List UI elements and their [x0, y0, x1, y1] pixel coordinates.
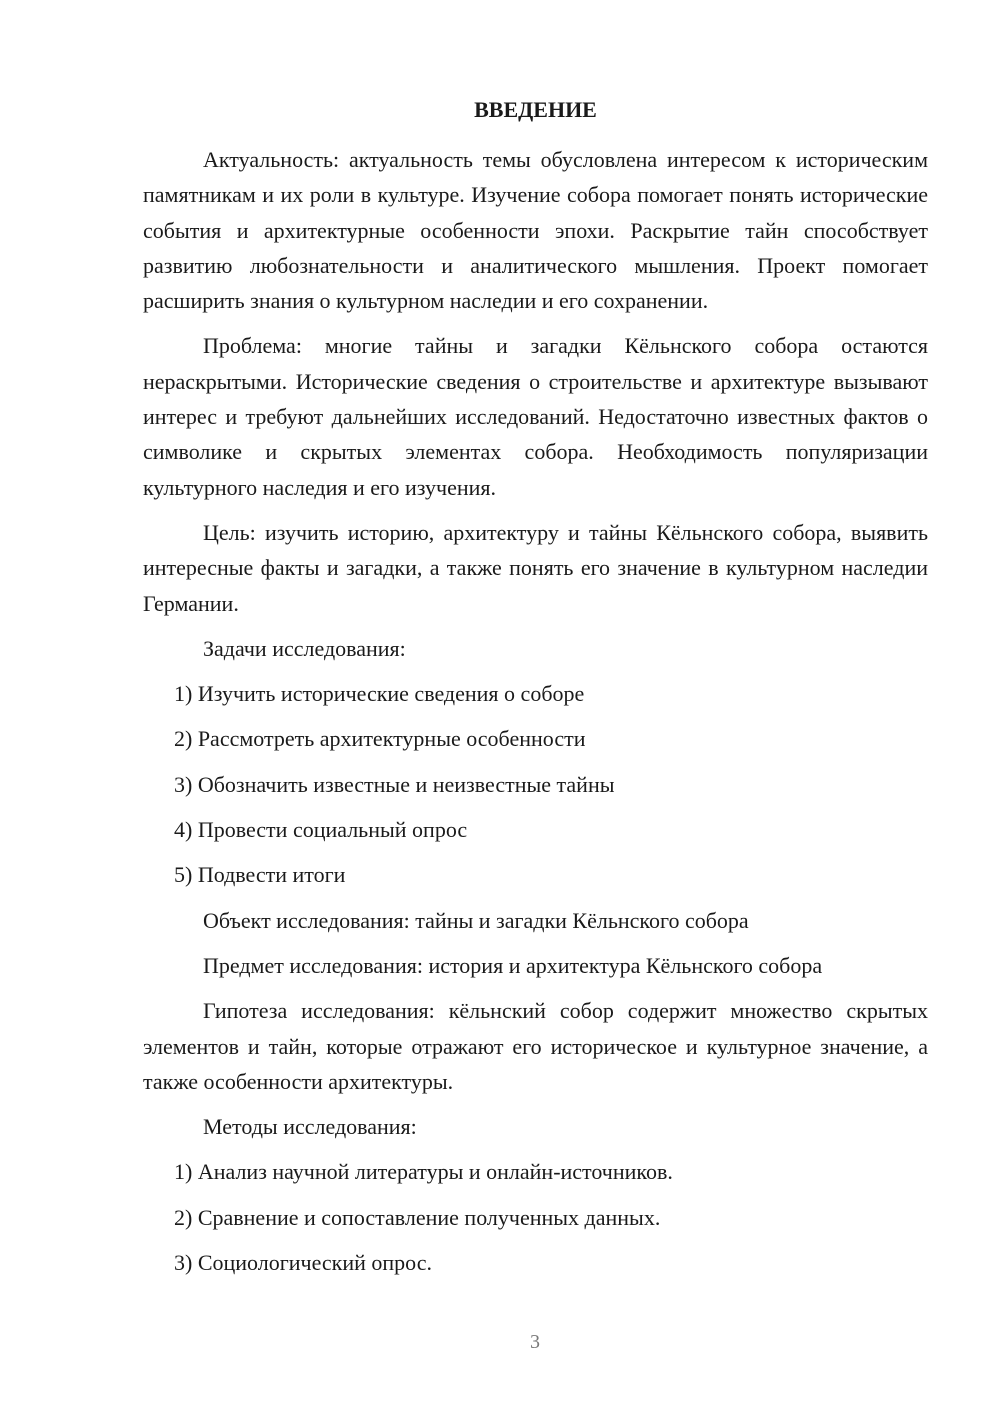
task-item: 3) Обозначить известные и неизвестные тайны — [174, 771, 615, 797]
research-object: Объект исследования: тайны и загадки Кёльнского собора — [203, 907, 749, 933]
section-title: ВВЕДЕНИЕ — [474, 97, 597, 122]
hypothesis-paragraph: Гипотеза исследования: кёльнский собор содержит множество скрытых элементов и тайн, которые отражают его историческое и культурное значение, а также особенности архитектуры. — [143, 998, 928, 1094]
page-number: 3 — [530, 1331, 540, 1353]
task-item: 5) Подвести итоги — [174, 862, 346, 888]
task-item: 1) Изучить исторические сведения о соборе — [174, 681, 585, 707]
method-item: 3) Социологический опрос. — [174, 1250, 432, 1276]
methods-heading: Методы исследования: — [203, 1114, 417, 1140]
relevance-paragraph: Актуальность: актуальность темы обусловлена интересом к историческим памятникам и их роли в культуре. Изучение собора помогает понять исторические события и архитектурные особенности эпохи. Раскрытие тайн способствует развитию любознательности и аналитического мышления. Проект помогает расширить знания о культурном наследии и его сохранении. — [143, 147, 928, 314]
document-page — [143, 92, 928, 1290]
tasks-heading: Задачи исследования: — [203, 635, 406, 661]
task-item: 2) Рассмотреть архитектурные особенности — [174, 726, 586, 752]
goal-paragraph: Цель: изучить историю, архитектуру и тайны Кёльнского собора, выявить интересные факты и загадки, а также понять его значение в культурном наследии Германии. — [143, 519, 928, 616]
research-subject: Предмет исследования: история и архитектура Кёльнского собора — [203, 952, 823, 978]
problem-paragraph: Проблема: многие тайны и загадки Кёльнского собора остаются нераскрытыми. Исторические сведения о строительстве и архитектуре вызывают интерес и требуют дальнейших исследований. Недостаточно известных фактов о символике и скрытых элементах собора. Необходимость популяризации культурного наследия и его изучения. — [143, 333, 928, 500]
method-item: 1) Анализ научной литературы и онлайн-источников. — [174, 1159, 673, 1185]
task-item: 4) Провести социальный опрос — [174, 817, 468, 843]
method-item: 2) Сравнение и сопоставление полученных данных. — [174, 1204, 661, 1230]
